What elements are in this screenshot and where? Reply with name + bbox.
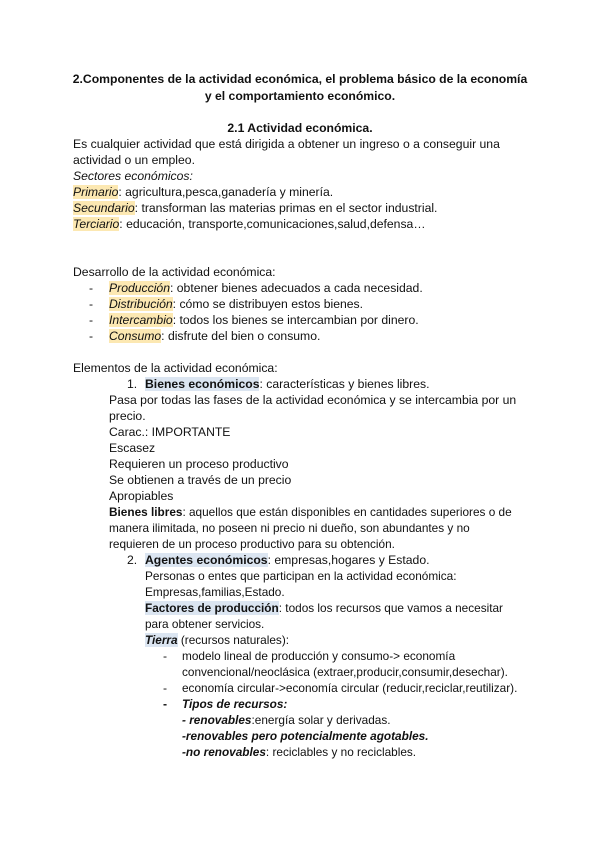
item-desc: : características y bienes libres. bbox=[259, 377, 430, 391]
bienes-p1: Pasa por todas las fases de la actividad económica y se intercambia por un bbox=[109, 393, 517, 407]
bullet-dash: - bbox=[89, 297, 94, 311]
potencialmente-agotables: -renovables pero potencialmente agotables. bbox=[182, 729, 429, 743]
tipos-recursos: Tipos de recursos: bbox=[182, 697, 288, 711]
desarrollo-item-consumo bbox=[109, 328, 320, 344]
sector-secundario bbox=[73, 200, 437, 216]
factores-line1 bbox=[145, 600, 503, 616]
item-term: Bienes económicos bbox=[145, 377, 260, 391]
bullet-dash: - bbox=[89, 329, 94, 343]
no-renovables-term: -no renovables bbox=[182, 745, 266, 759]
desarrollo-term: Producción bbox=[109, 281, 170, 295]
item-term: Agentes económicos bbox=[145, 553, 268, 567]
desarrollo-term: Distribución bbox=[109, 297, 173, 311]
bienes-libres-desc: : aquellos que están disponibles en cantidades superiores o de bbox=[182, 505, 512, 519]
no-renovables-desc: : reciclables y no reciclables. bbox=[265, 745, 417, 759]
bienes-carac: Carac.: IMPORTANTE bbox=[109, 425, 231, 439]
agentes-p1: Personas o entes que participan en la actividad económica: bbox=[145, 569, 457, 583]
item-desc: : empresas,hogares y Estado. bbox=[267, 553, 430, 567]
renovables-term: - renovables bbox=[182, 713, 252, 727]
agentes-p2: Empresas,familias,Estado. bbox=[145, 585, 285, 599]
carac-item: Escasez bbox=[109, 441, 156, 455]
desarrollo-desc: : obtener bienes adecuados a cada necesidad. bbox=[169, 281, 423, 295]
bullet-dash: - bbox=[163, 649, 168, 663]
bullet-dash: - bbox=[163, 681, 168, 695]
no-renovables-line bbox=[182, 744, 416, 760]
sectores-label: Sectores económicos: bbox=[73, 169, 193, 183]
tierra-line bbox=[145, 632, 289, 648]
desarrollo-item-distribucion bbox=[109, 296, 363, 312]
sector-term: Secundario bbox=[73, 201, 135, 215]
tierra-sub1-line2: convencional/neoclásica (extraer,producir,consumir,desechar). bbox=[182, 665, 508, 679]
desarrollo-item-produccion bbox=[109, 280, 423, 296]
bienes-libres-line3: requieren de un proceso productivo para su obtención. bbox=[109, 537, 395, 551]
bienes-libres-line1 bbox=[109, 504, 512, 520]
carac-item: Requieren un proceso productivo bbox=[109, 457, 289, 471]
list-number: 2. bbox=[127, 553, 138, 567]
tierra-sub1-line1: modelo lineal de producción y consumo-> economía bbox=[182, 649, 456, 663]
bullet-dash: - bbox=[89, 281, 94, 295]
bienes-p2: precio. bbox=[109, 409, 146, 423]
tierra-sub2: economía circular->economía circular (reducir,reciclar,reutilizar). bbox=[182, 681, 518, 695]
sector-term: Terciario bbox=[73, 217, 120, 231]
sector-primario bbox=[73, 184, 333, 200]
tierra-desc: (recursos naturales): bbox=[177, 633, 290, 647]
intro-line2: actividad o un empleo. bbox=[73, 153, 195, 167]
carac-item: Se obtienen a través de un precio bbox=[109, 473, 292, 487]
sector-desc: : transforman las materias primas en el sector industrial. bbox=[134, 201, 438, 215]
desarrollo-term: Intercambio bbox=[109, 313, 173, 327]
sector-desc: : educación, transporte,comunicaciones,salud,defensa… bbox=[119, 217, 426, 231]
factores-desc: : todos los recursos que vamos a necesitar bbox=[278, 601, 503, 615]
tierra-term: Tierra bbox=[145, 633, 178, 647]
section-heading: 2.1 Actividad económica. bbox=[227, 121, 373, 135]
bienes-libres-line2: manera ilimitada, no poseen ni precio ni dueño, son abundantes y no bbox=[109, 521, 470, 535]
item-agentes-economicos bbox=[145, 552, 430, 568]
desarrollo-desc: : disfrute del bien o consumo. bbox=[161, 329, 321, 343]
desarrollo-desc: : todos los bienes se intercambian por dinero. bbox=[172, 313, 419, 327]
intro-line1: Es cualquier actividad que está dirigida a obtener un ingreso o a conseguir una bbox=[73, 137, 500, 151]
list-number: 1. bbox=[127, 377, 138, 391]
desarrollo-desc: : cómo se distribuyen estos bienes. bbox=[172, 297, 364, 311]
item-bienes-economicos bbox=[145, 376, 429, 392]
renovables-line bbox=[182, 712, 391, 728]
sector-terciario bbox=[73, 216, 426, 232]
factores-line2: para obtener servicios. bbox=[145, 617, 265, 631]
sector-desc: : agricultura,pesca,ganadería y minería. bbox=[118, 185, 334, 199]
renovables-desc: :energía solar y derivadas. bbox=[251, 713, 391, 727]
desarrollo-item-intercambio bbox=[109, 312, 419, 328]
doc-title-line2: y el comportamiento económico. bbox=[204, 89, 396, 103]
desarrollo-label: Desarrollo de la actividad económica: bbox=[73, 265, 276, 279]
bullet-dash: - bbox=[89, 313, 94, 327]
bienes-libres-term: Bienes libres bbox=[109, 505, 183, 519]
desarrollo-term: Consumo bbox=[109, 329, 162, 343]
carac-item: Apropiables bbox=[109, 489, 174, 503]
factores-term: Factores de producción bbox=[145, 601, 279, 615]
elementos-label: Elementos de la actividad económica: bbox=[73, 361, 278, 375]
sector-term: Primario bbox=[73, 185, 119, 199]
doc-title-line1: 2.Componentes de la actividad económica, el problema básico de la economía bbox=[72, 72, 528, 86]
bullet-dash: - bbox=[163, 697, 168, 711]
